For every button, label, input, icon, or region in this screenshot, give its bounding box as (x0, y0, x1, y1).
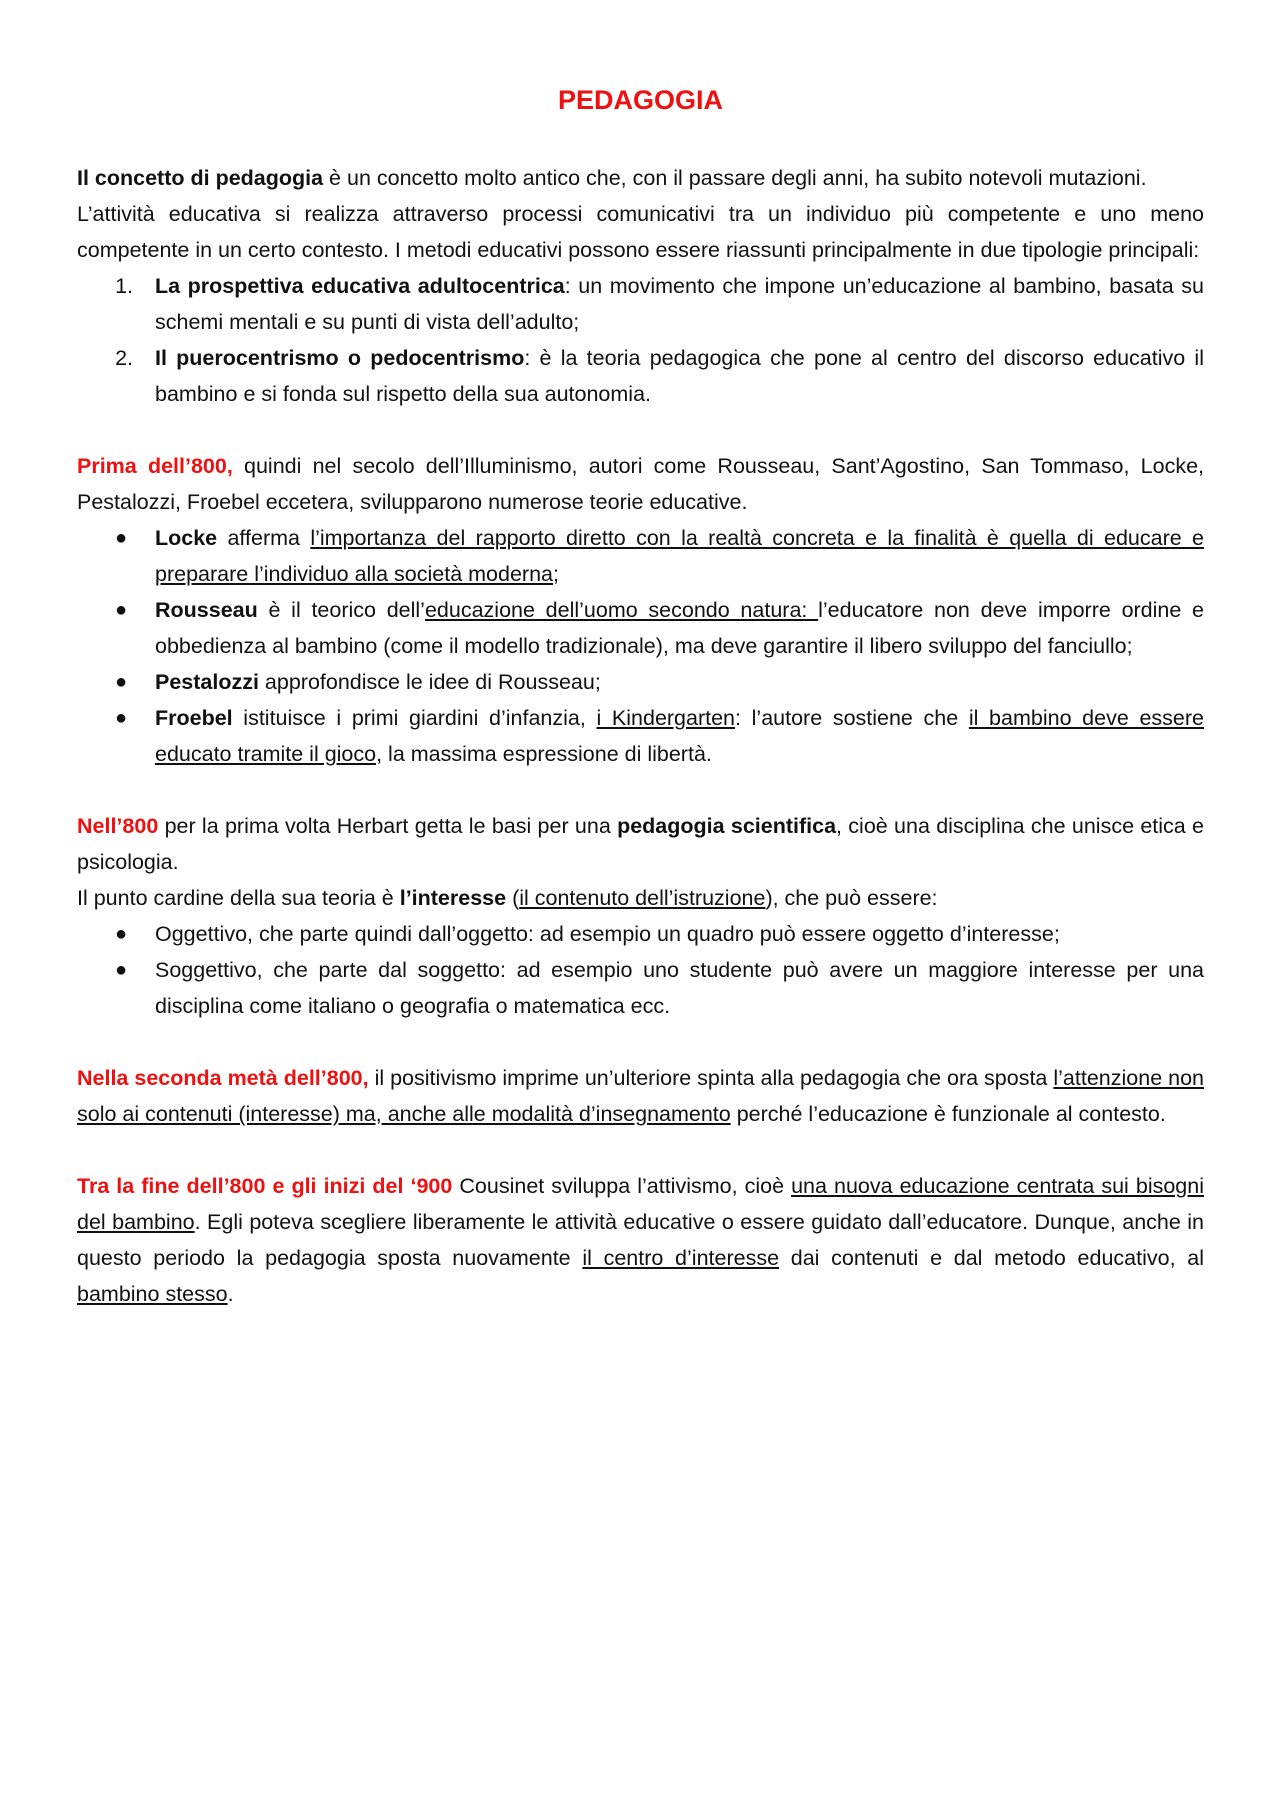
section-text: Cousinet sviluppa l’attivismo, cioè (452, 1174, 792, 1198)
list-item-locke (77, 520, 1204, 592)
list-item (77, 268, 1204, 340)
section-heading-red: Tra la fine dell’800 e gli inizi del ‘900 (77, 1174, 453, 1198)
section-text: il positivismo imprime un’ulteriore spinta alla pedagogia che ora sposta (368, 1066, 1054, 1090)
list-item (77, 952, 1204, 1024)
list-item (77, 916, 1204, 952)
page-title: PEDAGOGIA (557, 85, 724, 115)
list-text: afferma (217, 526, 311, 550)
section-text: , cioè una disciplina che unisce etica e psicologia. (77, 814, 1204, 874)
bullet-icon: ● (115, 707, 128, 729)
author-name: Froebel (155, 706, 233, 730)
document-page (77, 78, 1204, 1312)
author-name: Pestalozzi (155, 670, 259, 694)
spacer (77, 1024, 1204, 1060)
bold-term: l’interesse (399, 886, 507, 910)
list-number: 2. (115, 346, 133, 370)
bold-term: pedagogia scientifica (617, 814, 837, 838)
bullet-icon: ● (115, 923, 128, 945)
underlined-text: educazione dell’uomo secondo natura: (424, 598, 819, 622)
section-text: ), che può essere: (765, 886, 938, 910)
bullet-icon: ● (115, 671, 128, 693)
authors-list (77, 520, 1204, 772)
list-text: , la massima espressione di libertà. (376, 742, 712, 766)
spacer (77, 772, 1204, 808)
list-number: 1. (115, 274, 133, 298)
intro-bold-term: Il concetto di pedagogia (77, 166, 324, 190)
list-text: : l’autore sostiene che (735, 706, 969, 730)
list-item-pestalozzi (77, 664, 1204, 700)
underlined-text: il centro d’interesse (582, 1246, 780, 1270)
section-text: quindi nel secolo dell’Illuminismo, autori come Rousseau, Sant’Agostino, San Tommaso, Locke, Pestalozzi, Froebel eccetera, svilupparono numerose teorie educative. (77, 454, 1204, 514)
underlined-text: l’attenzione non solo ai contenuti (interesse) ma, anche alle modalità d’insegnamento (77, 1066, 1204, 1126)
author-name: Locke (155, 526, 218, 550)
intro-text: è un concetto molto antico che, con il passare degli anni, ha subito notevoli mutazioni. (323, 166, 1147, 190)
underlined-text: l’importanza del rapporto diretto con la realtà concreta e la finalità è quella di educare e preparare l’individuo alla società moderna (155, 526, 1204, 586)
section-text: per la prima volta Herbart getta le basi per una (158, 814, 618, 838)
section-text: . Egli poteva scegliere liberamente le attività educative o essere guidato dall’educatore. Dunque, anche in questo periodo la pedagogia sposta nuovamente (77, 1210, 1205, 1270)
section-text: ( (506, 886, 520, 910)
underlined-text: una nuova educazione centrata sui bisogni del bambino (77, 1174, 1204, 1234)
list-text: è il teorico dell’ (257, 598, 425, 622)
section-nell-800 (77, 808, 1204, 880)
list-item-text: : un movimento che impone un’educazione al bambino, basata su schemi mentali e su punti di vista dell’adulto; (155, 274, 1204, 334)
list-text: ; (552, 562, 559, 586)
list-item-text: : è la teoria pedagogica che pone al centro del discorso educativo il bambino e si fonda sul rispetto della sua autonomia. (155, 346, 1204, 406)
author-name: Rousseau (155, 598, 258, 622)
section-text: perché l’educazione è funzionale al contesto. (730, 1102, 1166, 1126)
interest-types-list (77, 916, 1204, 1024)
bullet-icon: ● (115, 527, 128, 549)
section-heading-red: Nella seconda metà dell’800, (77, 1066, 369, 1090)
section-heading-red: Nell’800 (77, 814, 159, 838)
list-item-term: La prospettiva educativa adultocentrica (155, 274, 565, 298)
section-prima-800 (77, 448, 1204, 520)
methods-list (77, 268, 1204, 412)
list-text: approfondisce le idee di Rousseau; (258, 670, 601, 694)
list-item-rousseau (77, 592, 1204, 664)
spacer (77, 412, 1204, 448)
list-text: istituisce i primi giardini d’infanzia, (232, 706, 597, 730)
list-text: l’educatore non deve imporre ordine e obbedienza al bambino (come il modello tradizionale), ma deve garantire il libero sviluppo del fanciullo; (155, 598, 1205, 658)
intro-paragraph-2: L’attività educativa si realizza attraverso processi comunicativi tra un individuo più competente e uno meno competente in un certo contesto. I metodi educativi possono essere riassunti principalmente in due tipologie principali: (77, 202, 1204, 262)
list-text: Oggettivo, che parte quindi dall’oggetto: ad esempio un quadro può essere oggetto d’interesse; (155, 922, 1060, 946)
section-nell-800-paragraph-2 (77, 880, 1204, 916)
section-text: dai contenuti e dal metodo educativo, al (779, 1246, 1204, 1270)
underlined-text: bambino stesso (77, 1282, 228, 1306)
bullet-icon: ● (115, 959, 128, 981)
underlined-text: i Kindergarten (596, 706, 736, 730)
underlined-text: il contenuto dell’istruzione (519, 886, 766, 910)
list-item-term: Il puerocentrismo o pedocentrismo (155, 346, 525, 370)
spacer (77, 1132, 1204, 1168)
list-text: Soggettivo, che parte dal soggetto: ad esempio uno studente può avere un maggiore interesse per una disciplina come italiano o geografia o matematica ecc. (155, 958, 1204, 1018)
section-fine-800-inizi-900 (77, 1168, 1204, 1312)
section-text: . (227, 1282, 234, 1306)
section-heading-red: Prima dell’800, (77, 454, 233, 478)
section-text: Il punto cardine della sua teoria è (77, 886, 400, 910)
section-seconda-meta-800 (77, 1060, 1204, 1132)
list-item (77, 340, 1204, 412)
list-item-froebel (77, 700, 1204, 772)
intro-paragraph-1 (77, 160, 1204, 196)
bullet-icon: ● (115, 599, 128, 621)
underlined-text: il bambino deve essere educato tramite il gioco (155, 706, 1204, 766)
